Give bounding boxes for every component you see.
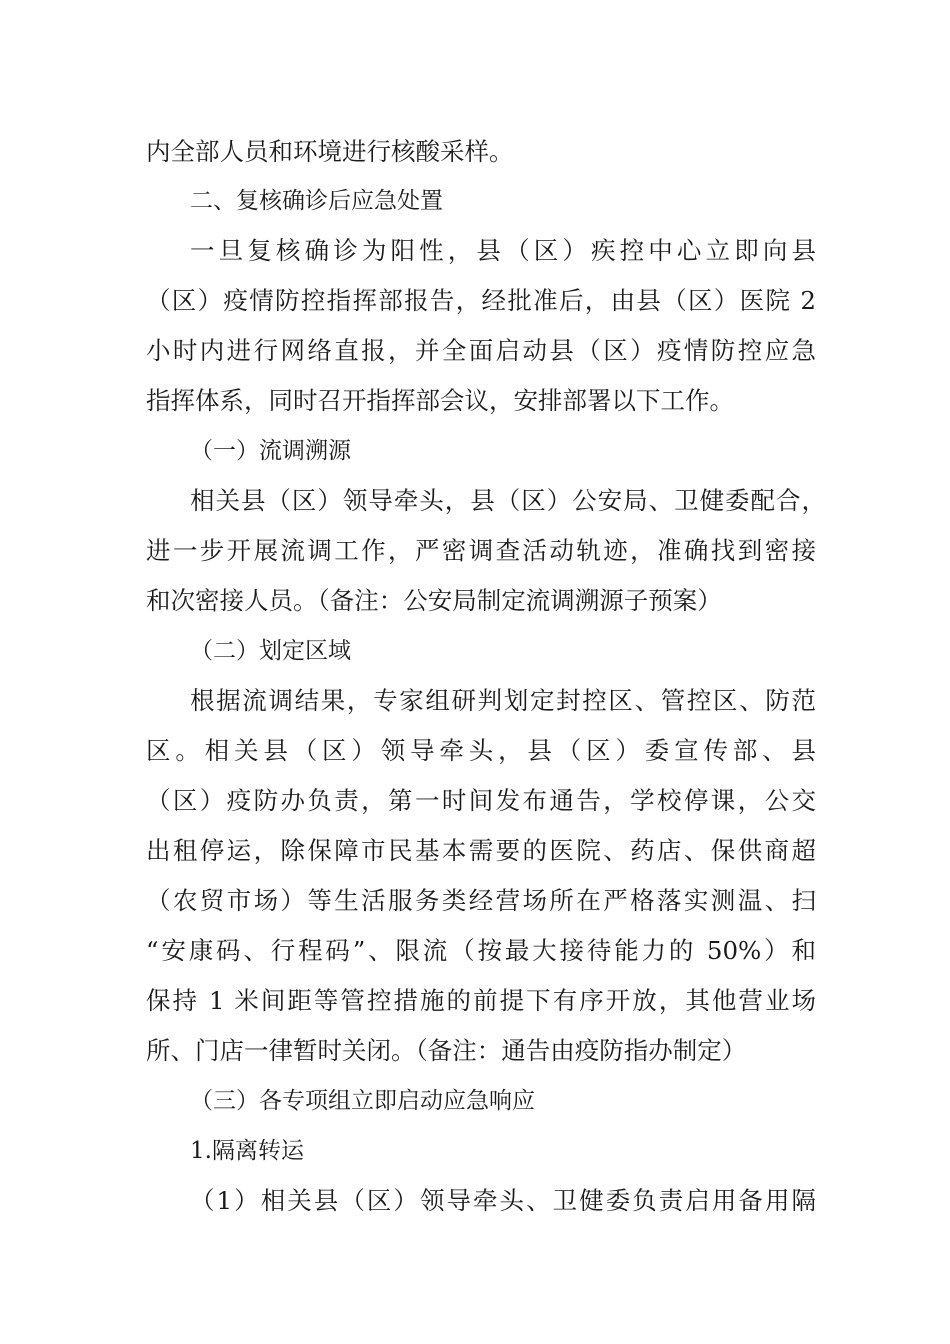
- subsection-heading: （三）各专项组立即启动应急响应: [190, 1088, 535, 1114]
- paragraph-line: “安康码、行程码”、限流（按最大接待能力的 50%）和: [146, 936, 816, 965]
- paragraph-line: 一旦复核确诊为阳性，县（区）疾控中心立即向县: [190, 236, 816, 265]
- paragraph-line: 相关县（区）领导牵头，县（区）公安局、卫健委配合，: [190, 486, 826, 515]
- paragraph-line: （区）疫情防控指挥部报告，经批准后，由县（区）医院 2: [146, 286, 816, 315]
- paragraph-line: 区。相关县（区）领导牵头，县（区）委宣传部、县: [146, 736, 816, 765]
- paragraph-line: 保持 1 米间距等管控措施的前提下有序开放，其他营业场: [146, 986, 816, 1015]
- section-heading: 二、复核确诊后应急处置: [190, 188, 443, 214]
- paragraph-line: （1）相关县（区）领导牵头、卫健委负责启用备用隔: [190, 1186, 816, 1215]
- paragraph-line: 指挥体系，同时召开指挥部会议，安排部署以下工作。: [146, 386, 734, 415]
- paragraph-line: 进一步开展流调工作，严密调查活动轨迹，准确找到密接: [146, 536, 816, 565]
- paragraph-line: 出租停运，除保障市民基本需要的医院、药店、保供商超: [146, 836, 816, 865]
- paragraph-line: 根据流调结果，专家组研判划定封控区、管控区、防范: [190, 686, 816, 715]
- paragraph-line: 所、门店一律暂时关闭。（备注：通告由疫防指办制定）: [146, 1036, 747, 1065]
- paragraph-line: 和次密接人员。（备注：公安局制定流调溯源子预案）: [146, 586, 722, 615]
- paragraph-line: （农贸市场）等生活服务类经营场所在严格落实测温、扫: [146, 886, 816, 915]
- paragraph-line: 小时内进行网络直报，并全面启动县（区）疫情防控应急: [146, 336, 816, 365]
- subsection-heading: （二）划定区域: [190, 638, 351, 664]
- subsection-heading: （一）流调溯源: [190, 438, 351, 464]
- item-heading: 1.隔离转运: [190, 1138, 304, 1164]
- paragraph-line: 内全部人员和环境进行核酸采样。: [146, 137, 514, 166]
- paragraph-line: （区）疫防办负责，第一时间发布通告，学校停课，公交: [146, 786, 816, 815]
